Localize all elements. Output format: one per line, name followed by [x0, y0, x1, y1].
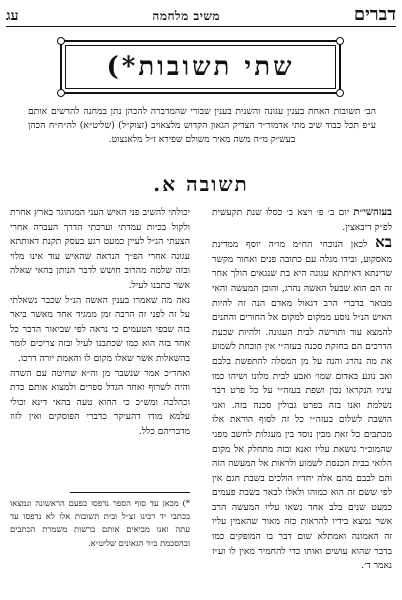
header-running-title: משיב מלחמה — [152, 9, 220, 23]
body-paragraph: ואחר״כ אמר שנשבר מן וה״א שחיטה עם השדה והיה לשרוף ואחד הגדל ספרים ולמצוא אותם כדת וכהלכה ומש״כ כי ההוא טעה בהאי דינא וכולי עלמא מודו דהעיקר כדברי הפוסקים ואין לזוז מדבריהם כלל. — [10, 367, 190, 437]
chapter-title: שתי תשובות*) — [106, 52, 295, 82]
text-column-left — [10, 206, 190, 488]
header-page-number: עג — [6, 8, 19, 24]
footnote: *) מכאן עד סוף הספר נדפסו בפעם הראשונה ונמצאו בכתבי יד רבינו זצ״ל ובית תשובות אלו לא נדפסו עד עתה ואנו מביאים אותם ברשות משמרת הכתבים ובהסכמת ב״ד הגאונים שליט״א. — [10, 498, 190, 548]
corner-ornament-icon — [57, 89, 65, 97]
body-paragraph — [212, 206, 392, 235]
body-text: יום ב׳ פ׳ ויצא ב׳ כסלו שנת תקעשית לפ״ק דיבאצין. — [212, 207, 392, 233]
opening-word: בעזהשי״ת — [353, 207, 392, 218]
responsum-heading: תשובה א. — [153, 172, 249, 196]
footnote-divider — [70, 492, 190, 493]
header-section-name: דברים — [353, 4, 396, 25]
corner-ornament-icon — [57, 37, 65, 45]
body-paragraph: נאה מה שאמרו בענין האשה הנ״ל שכבר נשאלתי על זה לפני זה הרבה זמן ממגיד אחד מאשר ביאר בזה שבפי הטעמים כי נראה לפי שביאור הדבר כל אחד בזה הוא כמו שכתבנו לעיל ובזה צריכים לומר בהשאלות אשר שאלו מקום לו והאמת יורה דרכו. — [10, 294, 190, 364]
corner-ornament-icon — [336, 89, 344, 97]
body-paragraph — [212, 235, 392, 574]
text-column-right — [212, 206, 392, 596]
title-frame — [60, 40, 341, 94]
intro-paragraph: הב׳ תשובות האחת בענין עגונה והשנית בענין שבורי שהמדברה להכהן נתן במחנה להדשים אותם ע״פ תכל כבוד שיב מתי אדמור״ר הצדיק הגאון הקדוש מלצאויב (זצוק״ל) (שליט״א) לה״ח״ח הכהן בעש״ק מ״ה משה מאיר משולם שפירא ז״ל מלאנצוט. — [28, 106, 376, 145]
running-header — [6, 4, 396, 27]
body-text: לכאן הנוכחי הח״מ מו״ה יוסף ממדינת מאסקוע, ובידו מגלה עם כתובה פנים ואחור מקשר שרינתא דאיתתא עגונה היא בת שנגאים הולך אחר זה הם הוא שבעל האשה נהרג, והוכן המעשה והאי מבואר בדברי הרב דגאול מאדם הנה זה להיות האיש הנ״ל נוסע ממקום למקום אל החורים והתנים להמצא עוד ותורשה לבית העגונה. ולהיות שכעת הדרכים הם בחזקת סכנה בעזה״י אין הוכחת לשמוע את מה נהרג והנה על מן המסלה להתפשת בלבם ואב נוגע באדום שמו׳ ואבע לבית מלונו ושיהו כמו עיניו הנקראו נכון ושפת בעזה״י על כל פרט דבר נשלמת ואנו בזה בפרט גבולין סכנה בזה. ואני הושבת לשלום בעזה״י כל זה לסוף הוראת אלו מכתבים כל זאת מבין נוסד בין מעגלות לחשב מפני שהמוכ״ר נושאת עליו ואנא ובזה מתחלק אל מקום הלואי בבית הכנסת לשמוע ולראות אל המעשה הזה והם לבבם מהם אלה יחדיו הולכים בשבת חגם אין לפי ששם זה הוא כמוהו ולאלו לבאר בשבת פעמים כמעט שנים בלב אחד נשאו עליו המעשה הרב אשר נמצא בידיו להראות כזה מאור שהאמין עליו זה האמונה ואמתלא שום דבר בו המופקים כמו בדבר שהוא עושים ואותו כדי להחמיר מאין לו וע״ז נאמר ד׳. — [212, 239, 392, 572]
corner-ornament-icon — [336, 37, 344, 45]
body-paragraph: יכולתי להשיב פני האיש העני המגהוגר בארץ אחרת ולקול בכיות עמדתי וערכתי הדרך העברה אחרי הצעתי הנ״ל לעיין כמעט רגע בעסק תקנת דאותתא עגונה אחרי הפ״ך הנראה שהאיש עוד אינו מלוי ובזה שלמה מהרוב חושש לדבר הנותן בהאי שאלה אשר כתבנו לעיל. — [10, 207, 190, 291]
emphasized-opening-word: בא — [375, 233, 392, 252]
